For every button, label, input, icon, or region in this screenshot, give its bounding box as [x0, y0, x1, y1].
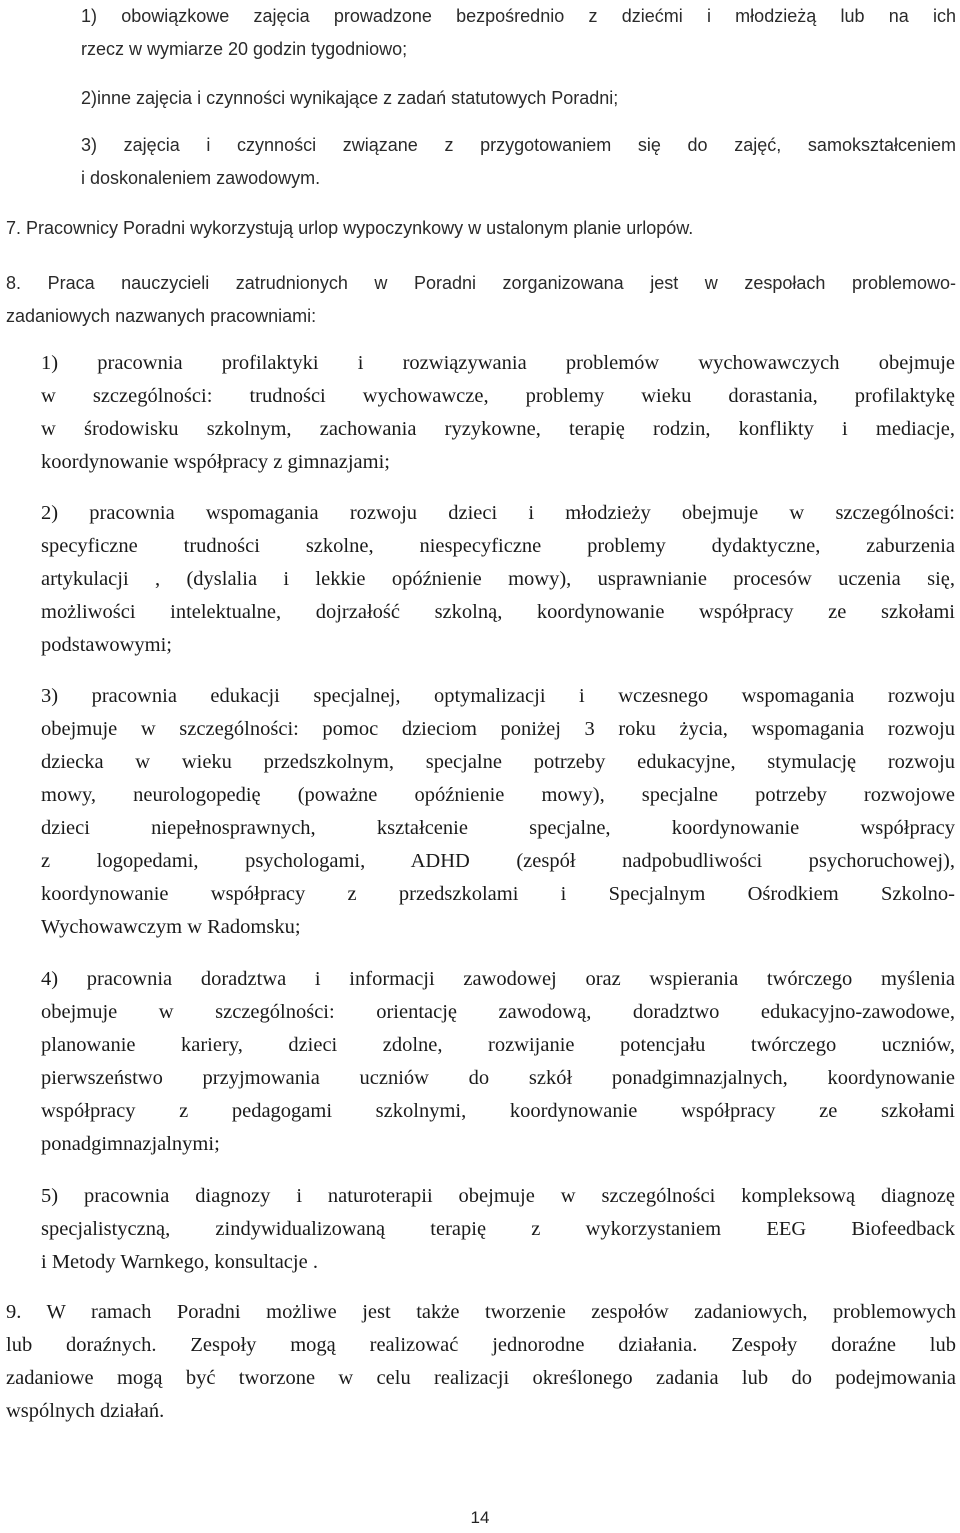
text-line: Wychowawczym w Radomsku; [41, 916, 301, 938]
workshop-1 [41, 347, 955, 479]
duty-item-1 [81, 0, 956, 66]
text-line: i doskonaleniem zawodowym. [81, 168, 321, 188]
text-line: zadaniowe mogą być tworzone w celu realizacji określonego zadania lub do podejmowania [6, 1367, 956, 1389]
text-line: 2) pracownia wspomagania rozwoju dzieci i młodzieży obejmuje w szczególności: [41, 502, 955, 524]
text-line: 1) pracownia profilaktyki i rozwiązywania problemów wychowawczych obejmuje [41, 352, 955, 374]
text-line: 3) pracownia edukacji specjalnej, optymalizacji i wczesnego wspomagania rozwoju [41, 685, 955, 707]
text-line: pierwszeństwo przyjmowania uczniów do szkół ponadgimnazjalnych, koordynowanie [41, 1067, 955, 1089]
text-line: ponadgimnazjalnymi; [41, 1133, 220, 1155]
text-line: mowy, neurologopedię (poważne opóźnienie mowy), specjalne potrzeby rozwojowe [41, 784, 955, 806]
text-line: planowanie kariery, dzieci zdolne, rozwijanie potencjału twórczego uczniów, [41, 1034, 955, 1056]
text-line: 3) zajęcia i czynności związane z przygotowaniem się do zajęć, samokształceniem [81, 135, 956, 155]
text-line: w środowisku szkolnym, zachowania ryzykowne, terapię rodzin, konflikty i mediacje, [41, 418, 955, 440]
point-7 [6, 212, 956, 245]
duty-item-3 [81, 129, 956, 195]
text-line: obejmuje w szczególności: orientację zawodową, doradztwo edukacyjno-zawodowe, [41, 1001, 955, 1023]
text-line: koordynowanie współpracy z przedszkolami i Specjalnym Ośrodkiem Szkolno- [41, 883, 955, 905]
text-line: rzecz w wymiarze 20 godzin tygodniowo; [81, 39, 408, 59]
text-line: koordynowanie współpracy z gimnazjami; [41, 451, 390, 473]
text-line: w szczególności: trudności wychowawcze, problemy wieku dorastania, profilaktykę [41, 385, 955, 407]
page-number: 14 [470, 1508, 490, 1527]
text-line: z logopedami, psychologami, ADHD (zespół nadpobudliwości psychoruchowej), [41, 850, 955, 872]
workshop-5 [41, 1180, 955, 1279]
text-line: specyficzne trudności szkolne, niespecyficzne problemy dydaktyczne, zaburzenia [41, 535, 955, 557]
text-line: podstawowymi; [41, 634, 172, 656]
text-line: 7. Pracownicy Poradni wykorzystują urlop wypoczynkowy w ustalonym planie urlopów. [6, 218, 694, 238]
text-line: 9. W ramach Poradni możliwe jest także tworzenie zespołów zadaniowych, problemowych [6, 1301, 956, 1323]
text-line: 2)inne zajęcia i czynności wynikające z zadań statutowych Poradni; [81, 88, 619, 108]
text-line: specjalistyczną, zindywidualizowaną terapię z wykorzystaniem EEG Biofeedback [41, 1218, 955, 1240]
text-line: wspólnych działań. [6, 1400, 165, 1422]
text-line: i Metody Warnkego, konsultacje . [41, 1251, 318, 1273]
workshop-3 [41, 680, 955, 944]
text-line: lub doraźnych. Zespoły mogą realizować jednorodne działania. Zespoły doraźne lub [6, 1334, 956, 1356]
workshop-4 [41, 963, 955, 1161]
text-line: współpracy z pedagogami szkolnymi, koordynowanie współpracy ze szkołami [41, 1100, 955, 1122]
text-line: artykulacji , (dyslalia i lekkie opóźnienie mowy), usprawnianie procesów uczenia się, [41, 568, 955, 590]
text-line: dzieci niepełnosprawnych, kształcenie specjalne, koordynowanie współpracy [41, 817, 955, 839]
text-line: 8. Praca nauczycieli zatrudnionych w Poradni zorganizowana jest w zespołach problemowo- [6, 273, 956, 293]
text-line: obejmuje w szczególności: pomoc dzieciom poniżej 3 roku życia, wspomagania rozwoju [41, 718, 955, 740]
text-line: 1) obowiązkowe zajęcia prowadzone bezpośrednio z dziećmi i młodzieżą lub na ich [81, 6, 956, 26]
text-line: 4) pracownia doradztwa i informacji zawodowej oraz wspierania twórczego myślenia [41, 968, 955, 990]
text-line: 5) pracownia diagnozy i naturoterapii obejmuje w szczególności kompleksową diagnozę [41, 1185, 955, 1207]
text-line: możliwości intelektualne, dojrzałość szkolną, koordynowanie współpracy ze szkołami [41, 601, 955, 623]
text-line: dziecka w wieku przedszkolnym, specjalne potrzeby edukacyjne, stymulację rozwoju [41, 751, 955, 773]
text-line: zadaniowych nazwanych pracowniami: [6, 306, 317, 326]
workshop-2 [41, 497, 955, 662]
duty-item-2 [81, 82, 956, 115]
point-9 [6, 1296, 956, 1428]
point-8 [6, 267, 956, 333]
